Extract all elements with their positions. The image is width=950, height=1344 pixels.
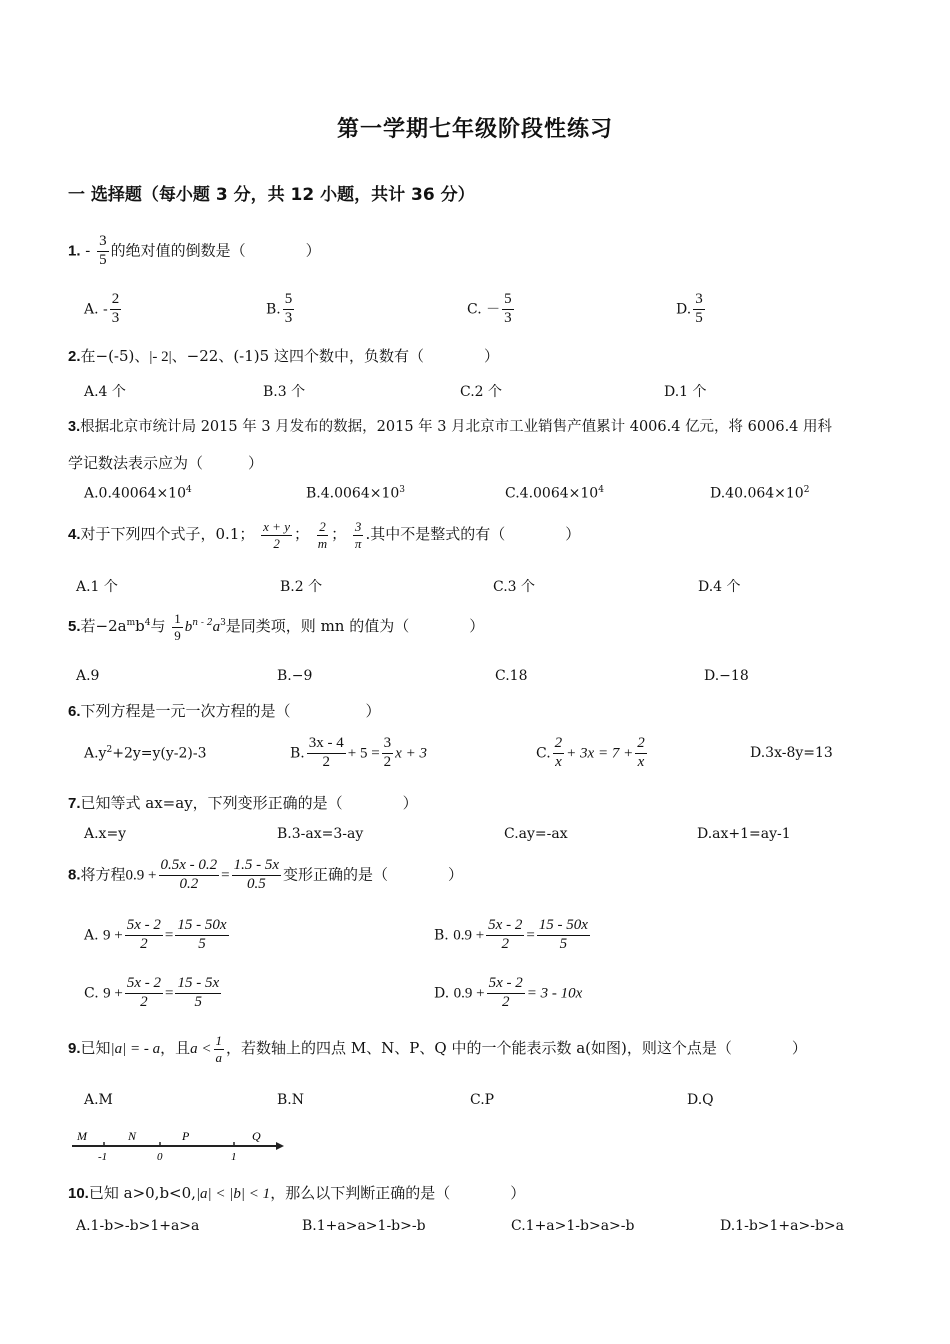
sign: -: [85, 241, 91, 260]
option-b: B. $\frac{3x - 4}{2}$ + 5 = $\frac{3}{2}$ x + 3: [290, 735, 427, 770]
option-d: D. 0.9 + $\frac{5x - 2}{2}$ = 3 - 10x: [434, 975, 583, 1010]
question-number: 3.: [68, 419, 81, 435]
question-number: 8.: [68, 866, 81, 884]
question-6: 6.下列方程是一元一次方程的是（ ）: [68, 702, 381, 720]
question-number: 4.: [68, 526, 81, 544]
question-9: 9.已知|a| = - a，且a < $\frac{1}{a}$ ，若数轴上的四点 M、N、P、Q 中的一个能表示数 a(如图)，则这个点是（ ）: [68, 1033, 807, 1065]
option-a: A.4 个: [84, 384, 126, 400]
option-b: B.3-ax=3-ay: [277, 826, 364, 842]
question-5: 5.若$-2a^mb^4$与 $\frac{1}{9}$ $b^{n - 2}a^3$是同类项，则 mn 的值为（ ）: [68, 611, 485, 643]
option-d: D. $\frac{3}{5}$: [676, 291, 703, 326]
option-c: C. － $\frac{5}{3}$: [467, 291, 512, 326]
question-number: 9.: [68, 1040, 81, 1058]
point-p: P: [182, 1129, 190, 1143]
question-7: 7.已知等式 ax=ay，下列变形正确的是（ ）: [68, 794, 418, 812]
page-title: 第一学期七年级阶段性练习: [336, 117, 613, 142]
question-4: 4.对于下列四个式子，0.1； $\frac{x + y}{2}$ ； $\frac{2}{m}$ ； $\frac{3}{\pi}$ .其中不是整式的有（ ）: [68, 519, 581, 551]
question-3-line-2: 学记数法表示应为（ ）: [68, 454, 264, 472]
section-heading: 一 选择题（每小题 3 分，共 12 小题，共计 36 分）: [68, 185, 475, 205]
question-10: 10.已知 a>0,b<0,|a| < |b| < 1，那么以下判断正确的是（ ）: [68, 1184, 526, 1202]
number-line-figure: [68, 1125, 288, 1165]
tick-label-zero: 0: [157, 1151, 163, 1163]
option-b: B.3 个: [263, 384, 306, 400]
option-c: C. $\frac{2}{x}$ + 3x = 7 + $\frac{2}{x}$: [536, 735, 645, 770]
tick-label-one: 1: [231, 1151, 237, 1163]
question-8: 8.将方程0.9 + $\frac{0.5x - 0.2}{0.2}$ = $\frac{1.5 - 5x}{0.5}$ 变形正确的是（ ）: [68, 857, 464, 892]
point-n: N: [128, 1129, 137, 1143]
option-a: A.1 个: [76, 579, 118, 595]
option-c: C.1+a>1-b>a>-b: [511, 1218, 635, 1234]
option-c: C.P: [470, 1092, 495, 1108]
option-c: C.ay=-ax: [504, 826, 568, 842]
option-b: B.1+a>a>1-b>-b: [302, 1218, 426, 1234]
option-d: D.ax+1=ay-1: [697, 826, 791, 842]
point-q: Q: [252, 1129, 261, 1143]
question-1: [68, 234, 321, 269]
point-m: M: [77, 1129, 87, 1143]
option-a: $A.y^2+2y=y(y-2)-3$: [84, 745, 207, 762]
option-b: B. $\frac{5}{3}$: [266, 291, 293, 326]
option-b: B.−9: [277, 668, 313, 684]
option-a: A. 9 + $\frac{5x - 2}{2}$ = $\frac{15 - 50x}{5}$: [84, 917, 227, 952]
number-line-arrow-icon: [276, 1142, 284, 1150]
option-a: A.x=y: [84, 826, 127, 842]
option-c: C. 9 + $\frac{5x - 2}{2}$ = $\frac{15 - 5x}{5}$: [84, 975, 220, 1010]
option-c: $C.4.0064\times 10^4$: [505, 485, 604, 502]
option-b: $B.4.0064\times 10^3$: [306, 485, 406, 502]
option-b: B.N: [277, 1092, 304, 1108]
question-number: 1.: [68, 242, 81, 260]
option-c: C.2 个: [460, 384, 503, 400]
option-d: D.Q: [687, 1092, 714, 1108]
tick-label-minus-one: -1: [98, 1151, 108, 1163]
question-number: 7.: [68, 795, 81, 812]
option-a: A.M: [84, 1092, 113, 1108]
option-c: C.3 个: [493, 579, 536, 595]
question-number: 2.: [68, 348, 81, 365]
option-a: $A.0.40064\times 10^4$: [84, 485, 192, 502]
fraction: $\frac{3}{5}$: [99, 233, 107, 268]
option-a: A.1-b>-b>1+a>a: [76, 1218, 200, 1234]
question-text: 的绝对值的倒数是（ ）: [110, 241, 321, 260]
option-d: D.3x-8y=13: [750, 745, 833, 761]
option-a: A.9: [76, 668, 100, 684]
option-d: D.4 个: [698, 579, 741, 595]
option-d: D.1 个: [664, 384, 707, 400]
question-3: 3.根据北京市统计局 2015 年 3 月发布的数据，2015 年 3 月北京市工业销售产值累计 4006.4 亿元，将 6006.4 用科: [68, 419, 833, 435]
option-b: B. 0.9 + $\frac{5x - 2}{2}$ = $\frac{15 - 50x}{5}$: [434, 917, 588, 952]
question-number: 5.: [68, 618, 81, 636]
question-2: 2.在−(-5)、|- 2|、−22、(-1)5 这四个数中，负数有（ ）: [68, 347, 499, 365]
option-d: D.−18: [704, 668, 749, 684]
option-a: A. - $\frac{2}{3}$: [84, 291, 120, 326]
question-number: 6.: [68, 703, 81, 720]
option-d: D.1-b>1+a>-b>a: [720, 1218, 844, 1234]
option-d: $D.40.064\times 10^2$: [710, 485, 810, 502]
question-number: 10.: [68, 1185, 89, 1202]
option-b: B.2 个: [280, 579, 323, 595]
option-c: C.18: [495, 668, 528, 684]
